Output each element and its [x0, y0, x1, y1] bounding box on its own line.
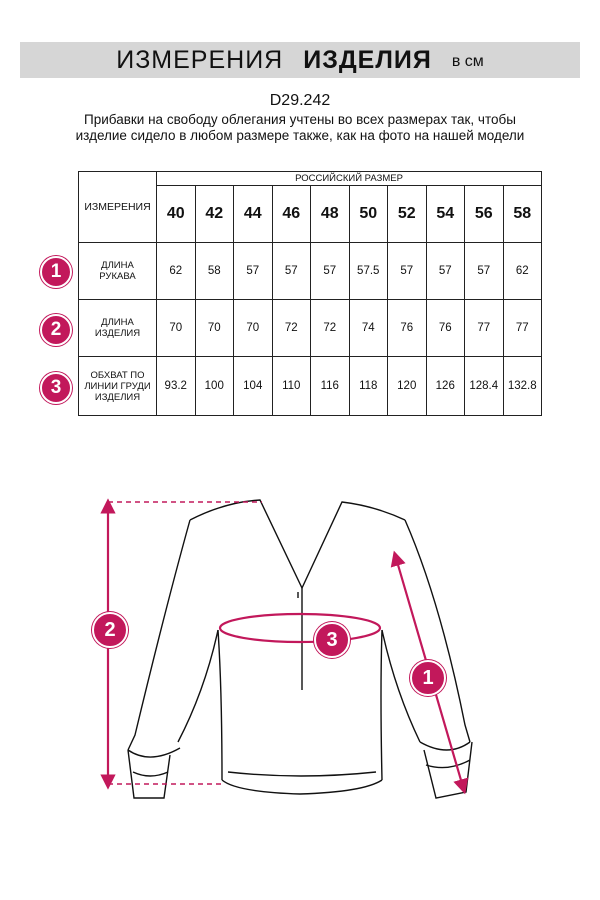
size-header: 56 — [465, 186, 504, 243]
value-cell: 62 — [157, 243, 196, 300]
value-cell: 128.4 — [465, 357, 504, 416]
value-cell: 57 — [388, 243, 427, 300]
value-cell: 93.2 — [157, 357, 196, 416]
size-header: 40 — [157, 186, 196, 243]
value-cell: 70 — [234, 300, 273, 357]
size-header: 50 — [349, 186, 388, 243]
size-header: 48 — [311, 186, 350, 243]
row-label-length: ДЛИНА ИЗДЕЛИЯ — [79, 300, 157, 357]
blouse-outline — [128, 500, 472, 798]
fit-note: Прибавки на свободу облегания учтены во всех размерах так, чтобы изделие сидело в любом размере также, как на фото на нашей модели — [75, 112, 525, 143]
value-cell: 70 — [195, 300, 234, 357]
value-cell: 57 — [272, 243, 311, 300]
size-header: 46 — [272, 186, 311, 243]
row-label-chest: ОБХВАТ ПО ЛИНИИ ГРУДИ ИЗДЕЛИЯ — [79, 357, 157, 416]
value-cell: 120 — [388, 357, 427, 416]
diagram-badge-chest: 3 — [314, 622, 350, 658]
value-cell: 57.5 — [349, 243, 388, 300]
size-header: 54 — [426, 186, 465, 243]
value-cell: 58 — [195, 243, 234, 300]
title-product: ИЗДЕЛИЯ — [303, 45, 432, 74]
value-cell: 57 — [234, 243, 273, 300]
diagram-badge-sleeve: 1 — [410, 660, 446, 696]
value-cell: 132.8 — [503, 357, 542, 416]
size-header: 58 — [503, 186, 542, 243]
value-cell: 57 — [311, 243, 350, 300]
table-row — [79, 300, 542, 357]
title-measurements: ИЗМЕРЕНИЯ — [116, 45, 284, 74]
value-cell: 100 — [195, 357, 234, 416]
value-cell: 77 — [503, 300, 542, 357]
diagram-badge-length: 2 — [92, 612, 128, 648]
row-badge-length: 2 — [40, 314, 72, 346]
table-row — [79, 243, 542, 300]
value-cell: 76 — [426, 300, 465, 357]
title-bar — [20, 42, 580, 78]
value-cell: 62 — [503, 243, 542, 300]
value-cell: 110 — [272, 357, 311, 416]
row-label-sleeve: ДЛИНА РУКАВА — [79, 243, 157, 300]
measurements-header: ИЗМЕРЕНИЯ — [79, 172, 157, 243]
title-unit: в см — [451, 53, 484, 70]
size-table — [78, 171, 542, 416]
value-cell: 116 — [311, 357, 350, 416]
size-header: 52 — [388, 186, 427, 243]
value-cell: 76 — [388, 300, 427, 357]
value-cell: 57 — [426, 243, 465, 300]
table-row — [79, 357, 542, 416]
value-cell: 70 — [157, 300, 196, 357]
value-cell: 104 — [234, 357, 273, 416]
value-cell: 72 — [272, 300, 311, 357]
value-cell: 74 — [349, 300, 388, 357]
measurement-lines — [108, 502, 463, 787]
value-cell: 118 — [349, 357, 388, 416]
row-badge-chest: 3 — [40, 372, 72, 404]
size-header: 42 — [195, 186, 234, 243]
row-badge-sleeve: 1 — [40, 256, 72, 288]
value-cell: 72 — [311, 300, 350, 357]
product-code: D29.242 — [269, 92, 331, 109]
size-header: 44 — [234, 186, 273, 243]
value-cell: 126 — [426, 357, 465, 416]
size-group-header: РОССИЙСКИЙ РАЗМЕР — [157, 172, 542, 186]
value-cell: 57 — [465, 243, 504, 300]
value-cell: 77 — [465, 300, 504, 357]
blouse-diagram — [0, 480, 600, 820]
